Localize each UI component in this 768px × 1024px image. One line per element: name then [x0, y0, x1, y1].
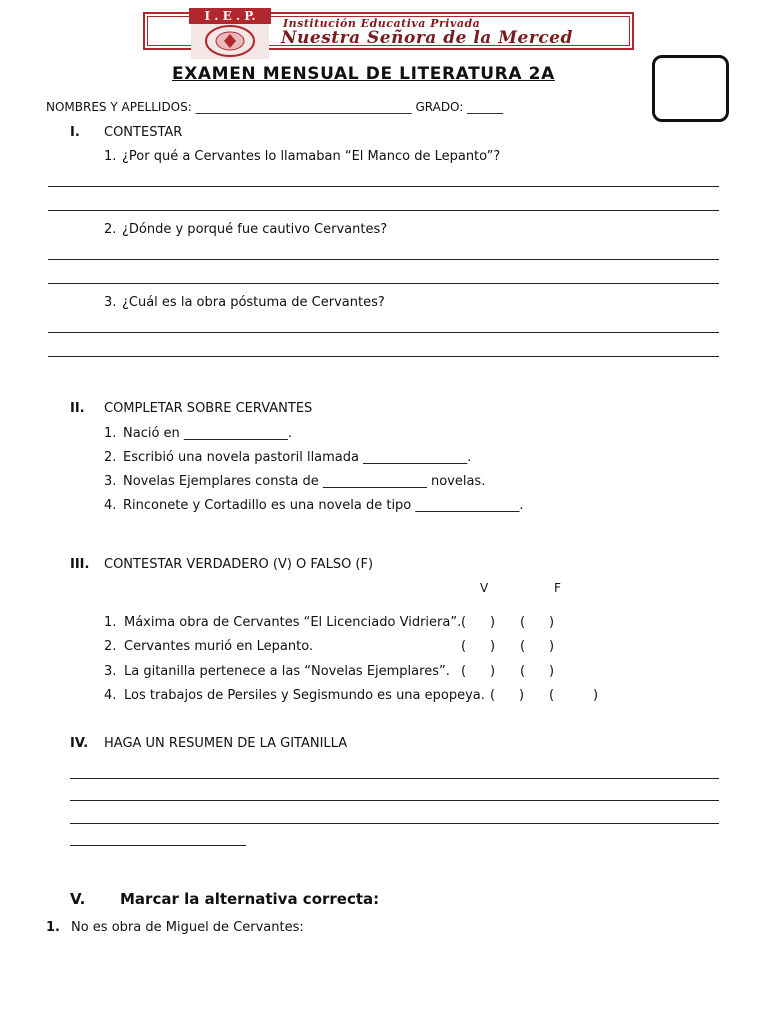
s1-q1-num: 1.	[104, 149, 117, 164]
s1-q2-num: 2.	[104, 222, 117, 237]
s3-item-1-text: Máxima obra de Cervantes “El Licenciado Vidriera”.	[124, 615, 462, 630]
column-f-label: F	[554, 581, 561, 595]
s2-item-1-num: 1.	[104, 426, 117, 441]
s3-item-4-text: Los trabajos de Persiles y Segismundo es una epopeya.	[124, 688, 485, 703]
grade-blank[interactable]: ______	[467, 100, 504, 114]
section-3-numeral: III.	[70, 557, 90, 572]
s3-item-4-num: 4.	[104, 688, 117, 703]
s5-q1-text: No es obra de Miguel de Cervantes:	[71, 920, 304, 935]
answer-line[interactable]	[48, 259, 719, 260]
student-info-line	[46, 100, 503, 114]
column-v-label: V	[480, 581, 489, 595]
s1-q2-text: ¿Dónde y porqué fue cautivo Cervantes?	[122, 222, 388, 237]
summary-line[interactable]	[70, 778, 719, 779]
s2-item-1-text: Nació en ________________.	[123, 426, 293, 441]
answer-line[interactable]	[48, 210, 719, 211]
s2-item-3-text: Novelas Ejemplares consta de ________________ novelas.	[123, 474, 486, 489]
institution-type: Institución Educativa Privada	[283, 17, 481, 30]
s2-item-4-text: Rinconete y Cortadillo es una novela de tipo ________________.	[123, 498, 524, 513]
v-checkbox-close[interactable]: )	[490, 639, 496, 654]
v-checkbox-close[interactable]: )	[519, 688, 525, 703]
v-checkbox-open[interactable]: (	[461, 615, 467, 630]
v-checkbox-open[interactable]: (	[461, 664, 467, 679]
f-checkbox-close[interactable]: )	[549, 639, 555, 654]
summary-line[interactable]	[70, 800, 719, 801]
s2-item-4-num: 4.	[104, 498, 117, 513]
s3-item-2-num: 2.	[104, 639, 117, 654]
section-4-heading: HAGA UN RESUMEN DE LA GITANILLA	[104, 736, 348, 751]
s3-item-2-text: Cervantes murió en Lepanto.	[124, 639, 314, 654]
iep-badge: I . E . P.	[189, 8, 271, 24]
school-banner	[143, 9, 634, 50]
s2-item-2-text: Escribió una novela pastoril llamada ________________.	[123, 450, 472, 465]
f-checkbox-open[interactable]: (	[520, 664, 526, 679]
s2-item-3-num: 3.	[104, 474, 117, 489]
name-blank[interactable]: ____________________________________	[195, 100, 412, 114]
grade-score-box	[652, 55, 729, 122]
f-checkbox-open[interactable]: (	[520, 615, 526, 630]
s2-item-2-num: 2.	[104, 450, 117, 465]
v-checkbox-open[interactable]: (	[490, 688, 496, 703]
s5-q1-num: 1.	[46, 920, 60, 935]
grade-label: GRADO:	[415, 100, 464, 114]
summary-line[interactable]	[70, 845, 246, 846]
section-4-numeral: IV.	[70, 736, 89, 751]
answer-line[interactable]	[48, 356, 719, 357]
f-checkbox-close[interactable]: )	[549, 664, 555, 679]
s3-item-3-text: La gitanilla pertenece a las “Novelas Ejemplares”.	[124, 664, 450, 679]
answer-line[interactable]	[48, 283, 719, 284]
name-label: NOMBRES Y APELLIDOS:	[46, 100, 192, 114]
v-checkbox-close[interactable]: )	[490, 615, 496, 630]
f-checkbox-open[interactable]: (	[520, 639, 526, 654]
section-1-numeral: I.	[70, 125, 80, 140]
section-2-numeral: II.	[70, 401, 85, 416]
answer-line[interactable]	[48, 332, 719, 333]
summary-line[interactable]	[70, 823, 719, 824]
s1-q1-text: ¿Por qué a Cervantes lo llamaban “El Manco de Lepanto”?	[122, 149, 501, 164]
section-1-heading: CONTESTAR	[104, 125, 183, 140]
section-5-heading: Marcar la alternativa correcta:	[120, 890, 380, 908]
section-3-heading: CONTESTAR VERDADERO (V) O FALSO (F)	[104, 557, 374, 572]
f-checkbox-close[interactable]: )	[549, 615, 555, 630]
section-2-heading: COMPLETAR SOBRE CERVANTES	[104, 401, 313, 416]
section-5-numeral: V.	[70, 890, 86, 908]
answer-line[interactable]	[48, 186, 719, 187]
exam-title: EXAMEN MENSUAL DE LITERATURA 2A	[172, 64, 555, 84]
f-checkbox-close[interactable]: )	[593, 688, 599, 703]
v-checkbox-close[interactable]: )	[490, 664, 496, 679]
s3-item-1-num: 1.	[104, 615, 117, 630]
v-checkbox-open[interactable]: (	[461, 639, 467, 654]
f-checkbox-open[interactable]: (	[549, 688, 555, 703]
institution-name: Nuestra Señora de la Merced	[281, 28, 573, 48]
s1-q3-num: 3.	[104, 295, 117, 310]
s1-q3-text: ¿Cuál es la obra póstuma de Cervantes?	[122, 295, 385, 310]
s3-item-3-num: 3.	[104, 664, 117, 679]
